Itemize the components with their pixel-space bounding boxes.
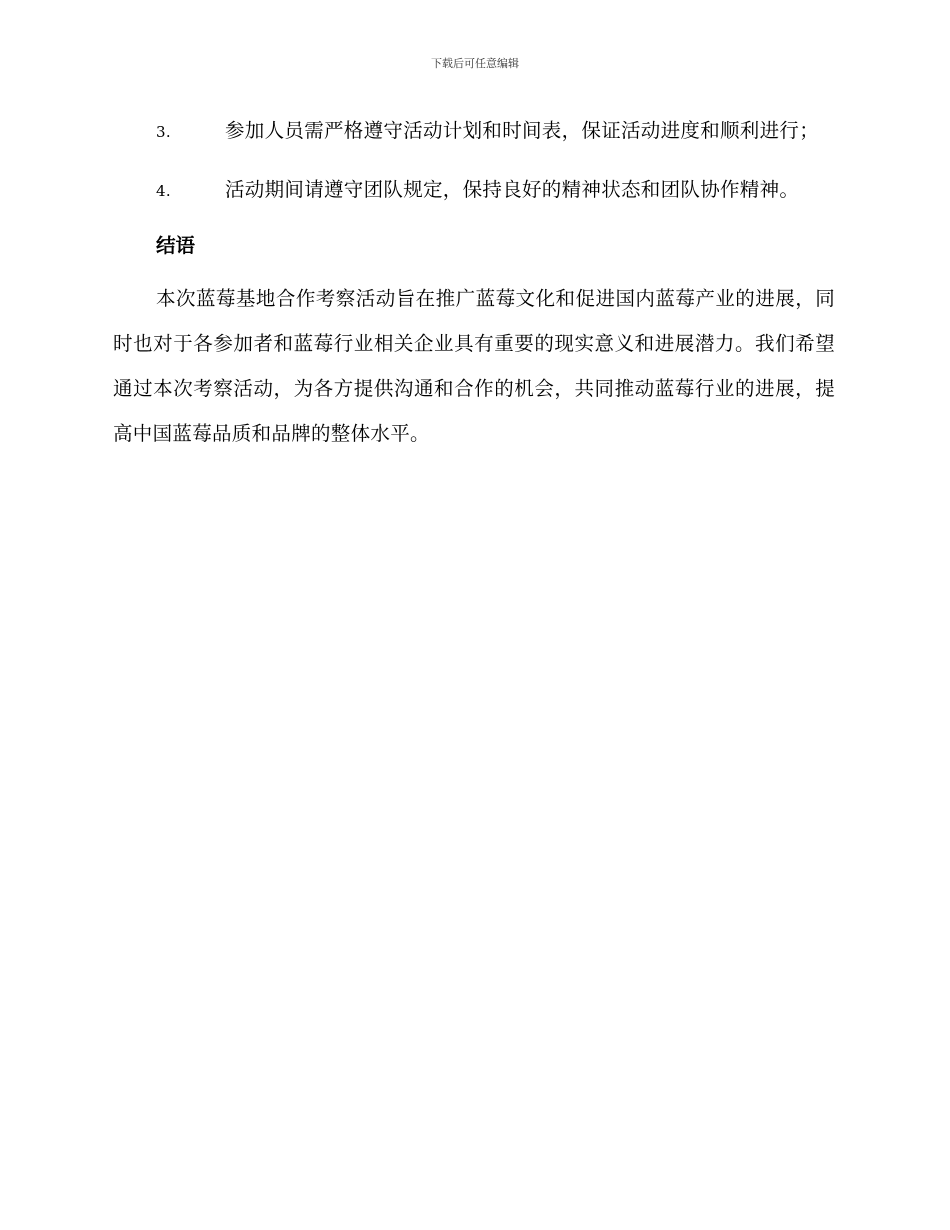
- conclusion-paragraph: 本次蓝莓基地合作考察活动旨在推广蓝莓文化和促进国内蓝莓产业的进展，同时也对于各参加者和蓝莓行业相关企业具有重要的现实意义和进展潜力。我们希望通过本次考察活动，为各方提供沟通和合作的机会，共同推动蓝莓行业的进展，提高中国蓝莓品质和品牌的整体水平。: [113, 287, 835, 445]
- section-title: 结语: [156, 234, 196, 257]
- list-item: [113, 167, 835, 214]
- list-number: 4.: [156, 182, 171, 200]
- list-item-text: 参加人员需严格遵守活动计划和时间表，保证活动进度和顺利进行；: [225, 119, 820, 142]
- page-header: 下载后可任意编辑: [431, 57, 519, 70]
- list-item: [113, 108, 835, 155]
- document-body: [113, 108, 835, 456]
- list-number: 3.: [156, 123, 171, 141]
- list-item-text: 活动期间请遵守团队规定，保持良好的精神状态和团队协作精神。: [225, 178, 800, 201]
